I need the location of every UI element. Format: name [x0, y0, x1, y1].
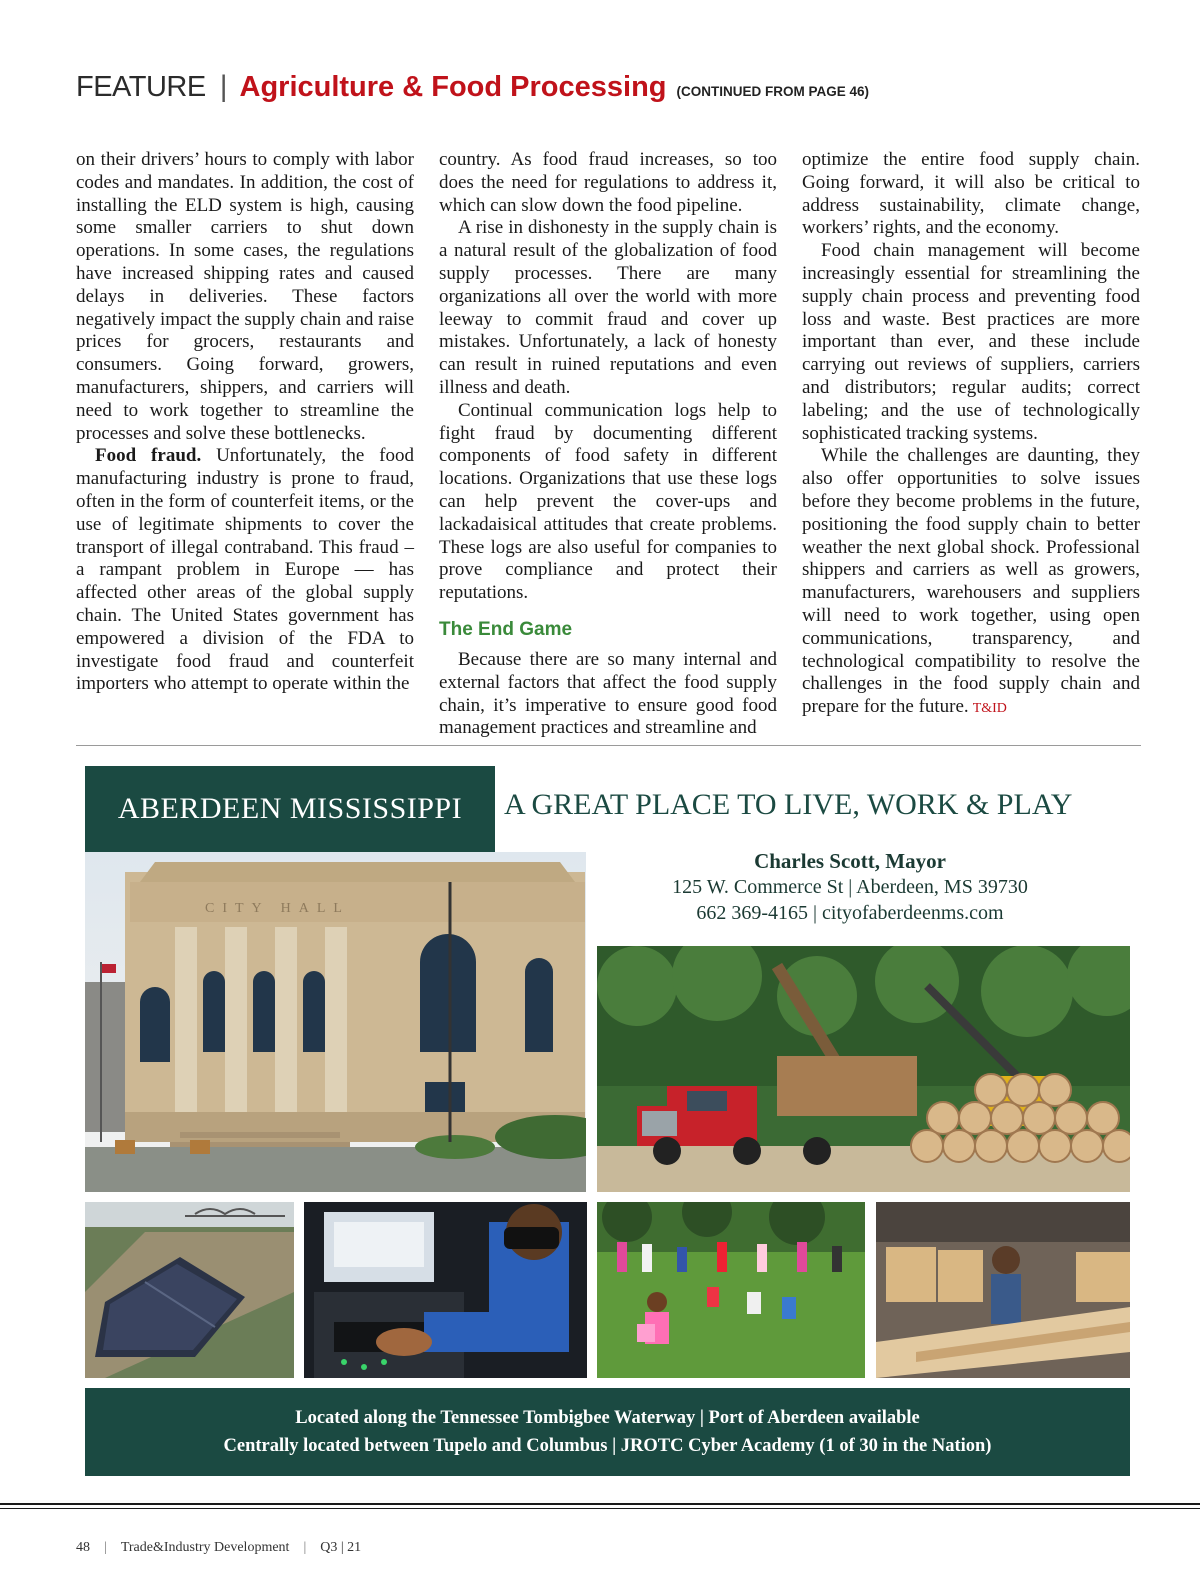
section-title: Agriculture & Food Processing — [239, 71, 667, 103]
col2-paragraph-1: country. As food fraud increases, so too does the need for regulations to address it, which can slow down the food pipeline. — [439, 149, 777, 216]
community-event-photo — [597, 1202, 865, 1378]
col3-paragraph-1: optimize the entire food supply chain. Going forward, it will also be critical to address sustainability, climate change, workers’ rights, and the economy. — [802, 149, 1140, 239]
col1-paragraph-2 — [76, 445, 414, 696]
issue-label: Q3 | 21 — [320, 1540, 362, 1555]
ad-contact — [600, 848, 1100, 926]
city-hall-inscription: CITY HALL — [205, 901, 350, 916]
ad-tagline: A GREAT PLACE TO LIVE, WORK & PLAY — [504, 788, 1073, 821]
ad-banner-line-1: Located along the Tennessee Tombigbee Waterway | Port of Aberdeen available — [295, 1408, 920, 1428]
section-divider — [76, 745, 1141, 746]
article-column-1 — [76, 149, 414, 696]
logging-truck-photo — [597, 946, 1130, 1192]
end-mark: T&ID — [972, 701, 1007, 717]
footer-rule-thick — [0, 1503, 1200, 1505]
col2-paragraph-4: Because there are so many internal and external factors that affect the food supply chain, it’s imperative to ensure good food management practices and streamline and — [439, 648, 777, 739]
col3-paragraph-3 — [802, 445, 1140, 721]
col3-paragraph-2: Food chain management will become increasingly essential for streamlining the supply chain process and preventing food loss and waste. Best practices are more important than ever, and these include carrying out reviews of suppliers, carriers and distributors; regular audits; correct labeling; and the use of technologically sophisticated tracking systems. — [802, 240, 1140, 444]
header-separator: | — [219, 70, 228, 103]
food-fraud-lead: Food fraud. — [95, 445, 202, 467]
footer-separator-1: | — [104, 1540, 107, 1555]
ad-banner-line-2: Centrally located between Tupelo and Columbus | JROTC Cyber Academy (1 of 30 in the Nation) — [223, 1436, 992, 1456]
ad-phone-web: 662 369-4165 | cityofaberdeenms.com — [696, 902, 1004, 924]
article-column-3 — [802, 149, 1140, 721]
col2-paragraph-3: Continual communication logs help to fight fraud by documenting different components of food safety in different locations. Organizations that use these logs can help prevent the cover-ups and lackadaisical attitudes that create problems. These logs are also useful for companies to prove compliance and protect their reputations. — [439, 399, 777, 604]
ad-banner — [85, 1388, 1130, 1476]
ad-mayor: Charles Scott, Mayor — [754, 849, 946, 873]
footer-rule-thin — [0, 1508, 1200, 1509]
col1-paragraph-1: on their drivers’ hours to comply with labor codes and mandates. In addition, the cost of installing the ELD system is high, causing some smaller carriers to shut down operations. In some cases, the regulations have increased shipping rates and caused delays in deliveries. These factors negatively impact the supply chain and raise prices for grocers, restaurants and consumers. Going forward, growers, manufacturers, shippers, and carriers will need to work together to streamline the processes and solve these bottlenecks. — [76, 149, 414, 444]
page-footer — [76, 1540, 361, 1556]
barge-waterway-photo — [85, 1202, 294, 1378]
col3-paragraph-3-text: While the challenges are daunting, they also offer opportunities to solve issues before they become problems in the future, positioning the food supply chain to better weather the next global shock. Professional shippers and carriers as well as growers, manufacturers, warehousers and suppliers will need to work together, using open communications, transparency, and technological compatibility to resolve the challenges in the food supply chain and prepare for the future. — [802, 445, 1140, 718]
footer-separator-2: | — [303, 1540, 307, 1555]
col1-paragraph-2-text: Unfortunately, the food manufacturing industry is prone to fraud, often in the form of counterfeit items, or the use of legitimate shipments to cover the transport of illegal contraband. This fraud – a rampant problem in Europe — has affected other areas of the global supply chain. The United States government has empowered a division of the FDA to investigate food fraud and counterfeit importers who attempt to operate within the — [76, 445, 414, 695]
subhead-end-game: The End Game — [439, 618, 573, 640]
col2-paragraph-2: A rise in dishonesty in the supply chain is a natural result of the globalization of food supply processes. There are many organizations all over the world with more leeway to commit fraud and cover up mistakes. Unfortunately, a lack of honesty can result in ruined reputations and even illness and death. — [439, 217, 777, 398]
page-number: 48 — [76, 1540, 90, 1555]
ad-title: ABERDEEN MISSISSIPPI — [85, 766, 495, 852]
page-header — [76, 70, 1146, 110]
continued-note: (CONTINUED FROM PAGE 46) — [676, 84, 870, 99]
cyber-academy-photo — [304, 1202, 587, 1378]
article-column-2 — [439, 149, 777, 740]
ad-address: 125 W. Commerce St | Aberdeen, MS 39730 — [672, 876, 1028, 898]
city-hall-photo — [85, 852, 586, 1192]
feature-label: FEATURE — [76, 71, 206, 103]
publication-name: Trade&Industry Development — [120, 1540, 290, 1555]
aberdeen-advertisement — [85, 766, 1130, 1476]
lumber-mill-photo — [876, 1202, 1130, 1378]
